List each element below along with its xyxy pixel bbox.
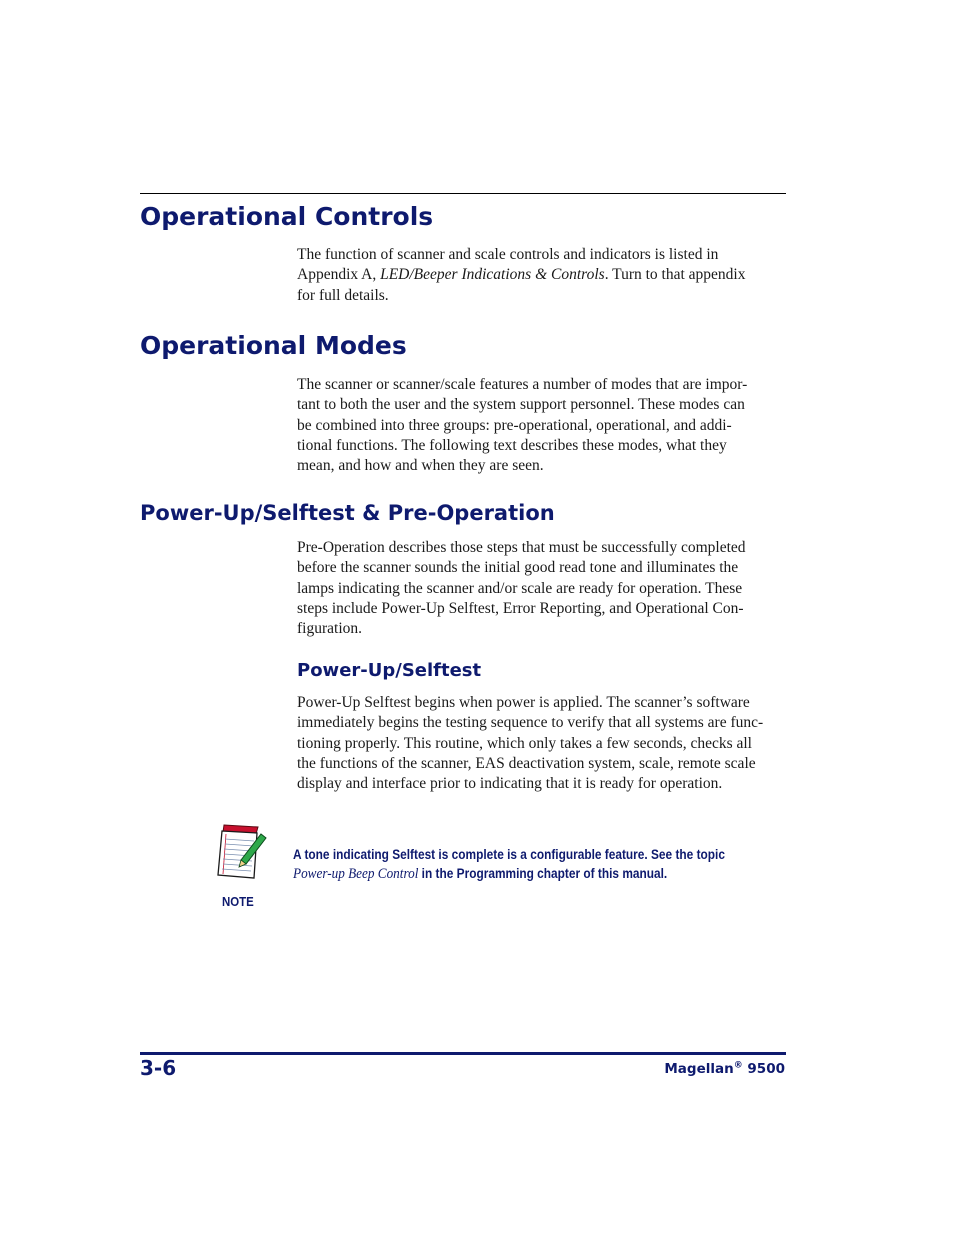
text-line: before the scanner sounds the initial good read tone and illuminates the bbox=[297, 559, 739, 577]
footer-product-title bbox=[664, 1060, 785, 1078]
registered-mark: ® bbox=[733, 1060, 743, 1071]
text-line: for full details. bbox=[297, 286, 389, 304]
text-line bbox=[297, 265, 787, 285]
text-line: tioning properly. This routine, which only takes a few seconds, checks all bbox=[297, 734, 752, 752]
text-line: The scanner or scanner/scale features a number of modes that are impor- bbox=[297, 376, 748, 393]
appendix-reference: LED/Beeper Indications & Controls bbox=[380, 266, 605, 284]
note-line bbox=[293, 864, 725, 884]
paragraph-power-up-selftest bbox=[297, 693, 787, 794]
heading-operational-controls: Operational Controls bbox=[140, 202, 434, 231]
note-text bbox=[293, 845, 784, 884]
paragraph-operational-controls bbox=[297, 245, 787, 306]
text-line: Power-Up Selftest begins when power is applied. The scanner’s software bbox=[297, 694, 750, 711]
notepad-pencil-icon bbox=[214, 822, 268, 880]
text-line: lamps indicating the scanner and/or scale are ready for operation. These bbox=[297, 579, 743, 597]
note-label: NOTE bbox=[222, 894, 254, 909]
heading-operational-modes: Operational Modes bbox=[140, 331, 407, 360]
footer-divider bbox=[140, 1052, 786, 1055]
text-line: mean, and how and when they are seen. bbox=[297, 457, 544, 475]
note-line: A tone indicating Selftest is complete is a configurable feature. See the topic bbox=[293, 847, 725, 862]
text-fragment: Appendix A, bbox=[297, 266, 381, 284]
text-line: tional functions. The following text describes these modes, what they bbox=[297, 436, 727, 454]
text-line: Pre-Operation describes those steps that must be successfully completed bbox=[297, 539, 746, 556]
text-line: display and interface prior to indicating that it is ready for operation. bbox=[297, 775, 723, 793]
paragraph-pre-operation bbox=[297, 538, 787, 639]
text-line: the functions of the scanner, EAS deactivation system, scale, remote scale bbox=[297, 754, 756, 772]
product-name: Magellan bbox=[664, 1061, 734, 1077]
heading-power-up-selftest: Power-Up/Selftest bbox=[297, 660, 482, 681]
top-divider bbox=[140, 193, 786, 194]
page-number: 3-6 bbox=[140, 1056, 177, 1080]
text-line: tant to both the user and the system support personnel. These modes can bbox=[297, 396, 745, 414]
text-fragment: in the Programming chapter of this manual. bbox=[418, 866, 668, 881]
paragraph-operational-modes bbox=[297, 375, 787, 476]
topic-reference: Power-up Beep Control bbox=[293, 866, 419, 882]
text-line: The function of scanner and scale controls and indicators is listed in bbox=[297, 246, 719, 263]
text-line: steps include Power-Up Selftest, Error Reporting, and Operational Con- bbox=[297, 599, 744, 617]
heading-power-up-pre-operation: Power-Up/Selftest & Pre-Operation bbox=[140, 501, 555, 525]
text-line: be combined into three groups: pre-operational, operational, and addi- bbox=[297, 416, 732, 434]
text-line: figuration. bbox=[297, 620, 362, 638]
product-model: 9500 bbox=[742, 1061, 785, 1077]
text-fragment: . Turn to that appendix bbox=[604, 266, 746, 284]
text-line: immediately begins the testing sequence to verify that all systems are func- bbox=[297, 714, 764, 732]
